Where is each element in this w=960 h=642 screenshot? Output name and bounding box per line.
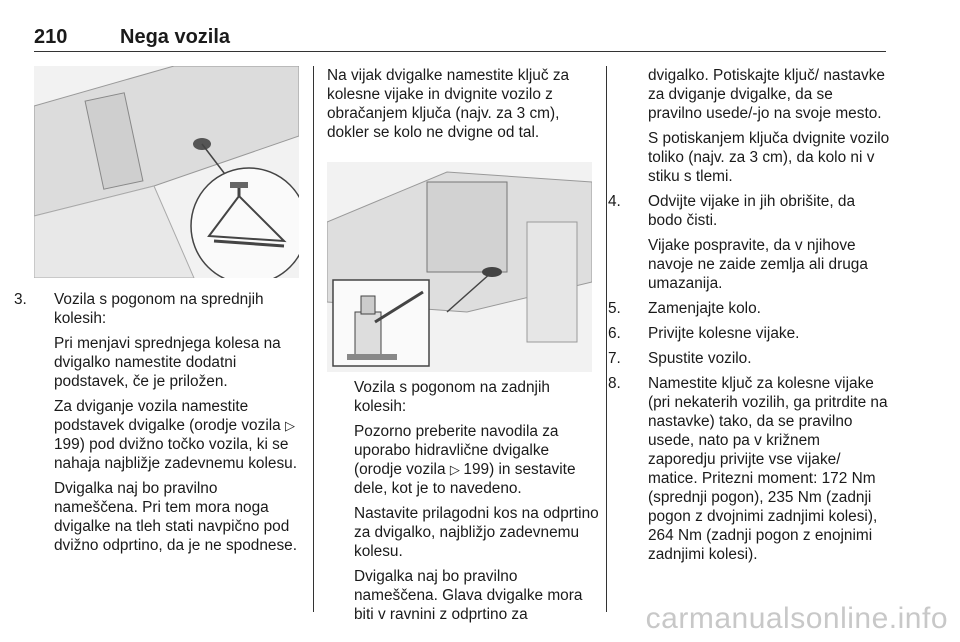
column-1 bbox=[14, 290, 302, 561]
list-item-6: 6. Privijte kolesne vijake. bbox=[608, 325, 800, 342]
list-item-number: 7. bbox=[608, 350, 621, 367]
list-item-5: 5. Zamenjajte kolo. bbox=[608, 300, 761, 317]
paragraph: Dvigalka naj bo pravilno nameščena. Glava dvigalke mora biti v ravnini z odprtino za bbox=[354, 568, 583, 623]
column-3 bbox=[608, 66, 890, 570]
header-rule bbox=[34, 51, 886, 52]
paragraph: Na vijak dvigalke namestite ključ za kolesne vijake in dvignite vozilo z obračanjem ključa (najv. za 3 cm), dokler se kolo ne dvigne od tal. bbox=[327, 67, 570, 141]
section-heading: Vozila s pogonom na zadnjih kolesih: bbox=[354, 379, 550, 415]
list-item-number: 5. bbox=[608, 300, 621, 317]
triangle-reference-icon: ▷ bbox=[285, 418, 295, 433]
list-item-number: 8. bbox=[608, 375, 621, 392]
front-jack-illustration bbox=[34, 66, 299, 278]
page-number: 210 bbox=[34, 26, 68, 48]
list-item-number: 3. bbox=[14, 291, 27, 308]
column-2-top bbox=[327, 66, 597, 148]
paragraph: S potiskanjem ključa dvignite vozilo toliko (najv. za 3 cm), da kolo ni v stiku s tlemi. bbox=[648, 130, 890, 185]
paragraph: Za dviganje vozila namestite podstavek dvigalke (orodje vozila ▷ 199) pod dvižno točko vozila, ki se nahaja najbližje zadevnemu kolesu. bbox=[54, 398, 297, 472]
paragraph: Vijake pospravite, da v njihove navoje ne zaide zemlja ali druga umazanija. bbox=[648, 237, 868, 292]
list-item-7: 7. Spustite vozilo. bbox=[608, 350, 752, 367]
triangle-reference-icon: ▷ bbox=[449, 462, 464, 477]
list-item-number: 6. bbox=[608, 325, 621, 342]
page-reference: 199 bbox=[54, 436, 80, 453]
figure-hydraulic-jack bbox=[327, 162, 592, 372]
paragraph: Pri menjavi sprednjega kolesa na dvigalko namestite dodatni podstavek, če je priložen. bbox=[54, 335, 281, 390]
list-item-number: 4. bbox=[608, 193, 621, 210]
hydraulic-jack-illustration bbox=[327, 162, 592, 372]
list-item-heading: Vozila s pogonom na sprednjih kolesih: bbox=[54, 291, 264, 327]
column-divider-1 bbox=[313, 66, 314, 612]
paragraph: Nastavite prilagodni kos na odprtino za dvigalko, najbližjo zadevnemu kolesu. bbox=[354, 505, 599, 560]
paragraph: Pozorno preberite navodila za uporabo hidravlične dvigalke (orodje vozila ▷ 199) in sestavite dele, kot je to navedeno. bbox=[354, 423, 576, 497]
column-2-bottom bbox=[354, 378, 599, 630]
watermark: carmanualsonline.info bbox=[645, 602, 948, 635]
list-item-4: 4. Odvijte vijake in jih obrišite, da bodo čisti. bbox=[608, 193, 856, 229]
page-reference: 199 bbox=[463, 461, 490, 478]
page-header bbox=[34, 26, 886, 54]
paragraph: dvigalko. Potiskajte ključ/ nastavke za dviganje dvigalke, da se pravilno usede/-jo na svoje mesto. bbox=[648, 67, 885, 122]
list-item-3 bbox=[14, 290, 302, 328]
list-item-8: 8. Namestite ključ za kolesne vijake (pri nekaterih vozilih, ga pritrdite na nastavke) tako, da se pravilno usede, nato pa v križnem zaporedju privijte vse vijake/ matice. Pritezni moment: 172 Nm (sprednji pogon), 235 Nm (zadnji pogon z dvojnimi zadnjimi kolesi), 264 Nm (zadnji pogon z enojnimi zadnjimi kolesi). bbox=[608, 375, 888, 563]
column-divider-2 bbox=[606, 66, 607, 612]
paragraph: Dvigalka naj bo pravilno nameščena. Pri tem mora noga dvigalke na tleh stati navpično pod dvižno odprtino, da je ne spodnese. bbox=[54, 480, 298, 554]
page-title: Nega vozila bbox=[120, 26, 231, 48]
figure-front-jack bbox=[34, 66, 299, 278]
